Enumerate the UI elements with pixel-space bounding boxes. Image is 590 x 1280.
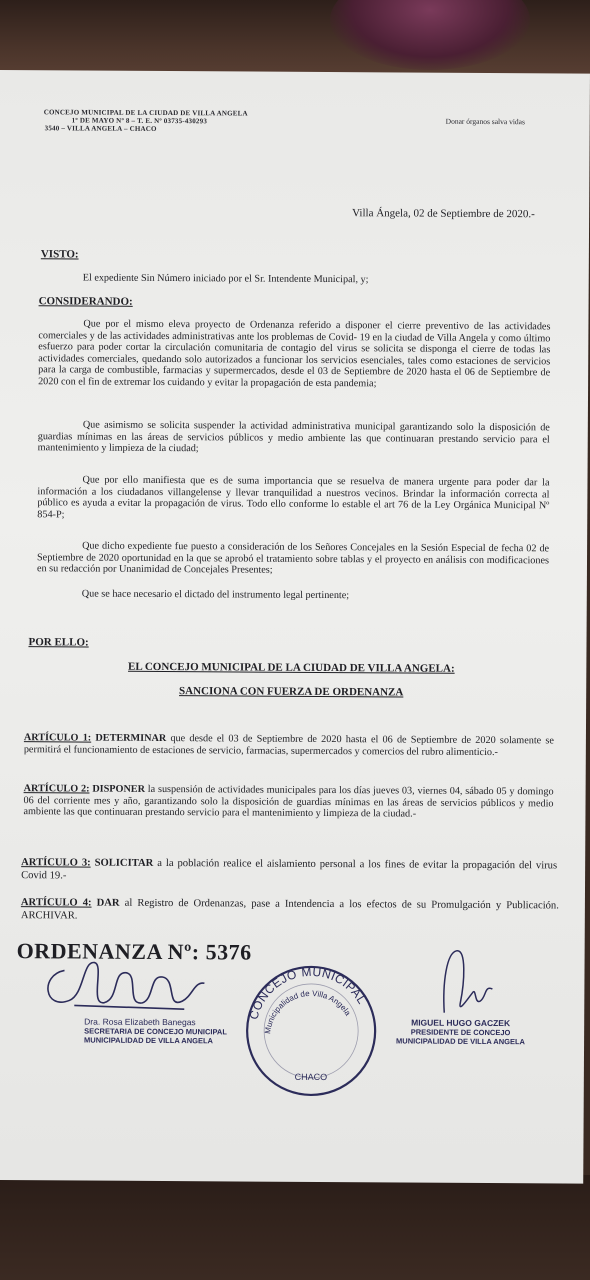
article-3-verb: SOLICITAR [94, 857, 154, 869]
letterhead-line-3: 3540 – VILLA ANGELA – CHACO [44, 124, 157, 133]
article-4-verb: DAR [96, 897, 120, 909]
council-title: EL CONCEJO MUNICIPAL DE LA CIUDAD DE VILLA ANGELA: [128, 660, 455, 675]
letterhead [44, 108, 248, 133]
letterhead-tagline: Donar órganos salva vidas [445, 116, 525, 127]
article-1-title: ARTÍCULO 1: [23, 732, 92, 744]
signature-left [84, 1018, 227, 1046]
letterhead-line-1: CONCEJO MUNICIPAL DE LA CIUDAD DE VILLA ANGELA [43, 108, 248, 118]
document-date: Villa Ángela, 02 de Septiembre de 2020.- [352, 207, 535, 221]
considerando-paragraph-3: Que por ello manifiesta que es de suma importancia que se resuelva de manera urgente para poder dar la información a los ciudadanos villangelense y llevar tranquilidad a nuestros vecinos. Brindar la información correcta al público es ayuda a evitar la propagación de virus. Todo ello conforme lo estable el art 76 de la Ley Orgánica Municipal Nº 854-P; [37, 474, 550, 521]
sanction-title: SANCIONA CON FUERZA DE ORDENANZA [179, 685, 404, 699]
por-ello-label: POR ELLO: [28, 636, 89, 649]
visto-label: VISTO: [40, 248, 79, 261]
article-4-title: ARTÍCULO 4: [20, 897, 92, 909]
municipal-seal-stamp [242, 961, 381, 1100]
letterhead-line-2: 1º DE MAYO Nº 8 – T. E. Nº 03735-430293 [71, 116, 208, 126]
considerando-paragraph-4: Que dicho expediente fue puesto a consideración de los Señores Concejales en la Sesión Especial de fecha 02 de Septiembre de 2020 oportunidad en la que se aprobó el tratamiento sobre tablas y el proyecto en análisis con modificaciones en su redacción por Unanimidad de Concejales Presentes; [36, 540, 550, 576]
article-4-text: al Registro de Ordenanzas, pase a Intendencia a los efectos de su Promulgación y Publicación. ARCHIVAR. [20, 897, 559, 922]
article-1-verb: DETERMINAR [95, 732, 167, 745]
considerando-paragraph-5: Que se hace necesario el dictado del instrumento legal pertinente; [81, 588, 350, 602]
ordinance-number: ORDENANZA Nº: 5376 [16, 938, 252, 965]
considerando-paragraph-2: Que asimismo se solicita suspender la actividad administrativa municipal garantizando solo la disposición de guardias mínimas en las áreas de servicios públicos y medio ambiente las que continuaran prestando servicio para el mantenimiento y limpieza de la ciudad; [37, 419, 550, 455]
signature-left-role-2: MUNICIPALIDAD DE VILLA ANGELA [84, 1035, 213, 1046]
document-page [0, 70, 590, 1184]
article-4 [21, 896, 559, 925]
seal-bottom-text: CHACO [294, 1071, 328, 1083]
table-background-bottom [0, 1175, 590, 1280]
signature-left-scribble [34, 950, 214, 1021]
article-3-title: ARTÍCULO 3: [21, 857, 91, 869]
article-3 [21, 856, 557, 885]
seal-outer-text: CONCEJO MUNICIPAL [246, 964, 370, 1022]
visto-text: El expediente Sin Número iniciado por el Sr. Intendente Municipal, y; [82, 272, 369, 286]
seal-inner-text: Municipalidad de Villa Angela [263, 988, 353, 1035]
signature-right-scribble [414, 943, 524, 1024]
considerando-paragraph-1: Que por el mismo eleva proyecto de Ordenanza referido a disponer el cierre preventivo de las actividades comerciales y de las actividades administrativas ante los problemas de Covid- 19 en la ciudad de Villa Angela y como último esfuerzo para poder cortar la circulación comunitaria de contagio del virus se solicita se disponga el cierre de todas las actividades comerciales, quedando solo autorizados a funcionar los servicios esenciales, tales como estaciones de servicios para la carga de combustible, farmacias y supermercados, desde el 03 de Septiembre de 2020 hasta el 06 de Septiembre de 2020 con el fin de extremar los cuidando y evitar la propagación de esta pandemia; [38, 318, 551, 390]
signature-right [396, 1018, 525, 1046]
article-2-title: ARTÍCULO 2: [23, 783, 90, 795]
signature-left-name: Dra. Rosa Elizabeth Banegas [84, 1016, 196, 1028]
considerando-label: CONSIDERANDO: [38, 295, 133, 308]
article-2-text: la suspensión de actividades municipales para los días jueves 03, viernes 04, sábado 05 y domingo 06 del corriente mes y año, garantizando solo la disposición de guardias mínimas en las áreas de servicios públicos y medio ambiente las que continuaran prestando servicio para el mantenimiento y limpieza de la ciudad.- [23, 783, 554, 820]
article-2 [23, 783, 553, 821]
signature-right-name: MIGUEL HUGO GACZEK [411, 1017, 511, 1029]
article-1-text: que desde el 03 de Septiembre de 2020 hasta el 06 de Septiembre de 2020 solamente se permitirá el funcionamiento de estaciones de servicio, farmacias, supermercados y comercios del rubro alimenticio.- [23, 733, 554, 758]
article-3-text: a la población realice el aislamiento personal a los fines de evitar la propagación del virus Covid 19.- [21, 857, 558, 882]
article-2-verb: DISPONER [92, 783, 146, 795]
signature-right-role-1: PRESIDENTE DE CONCEJO [410, 1027, 511, 1038]
signature-left-role-1: SECRETARIA DE CONCEJO MUNICIPAL [84, 1026, 227, 1037]
article-1 [24, 732, 554, 758]
signature-right-role-2: MUNICIPALIDAD DE VILLA ANGELA [396, 1036, 525, 1047]
